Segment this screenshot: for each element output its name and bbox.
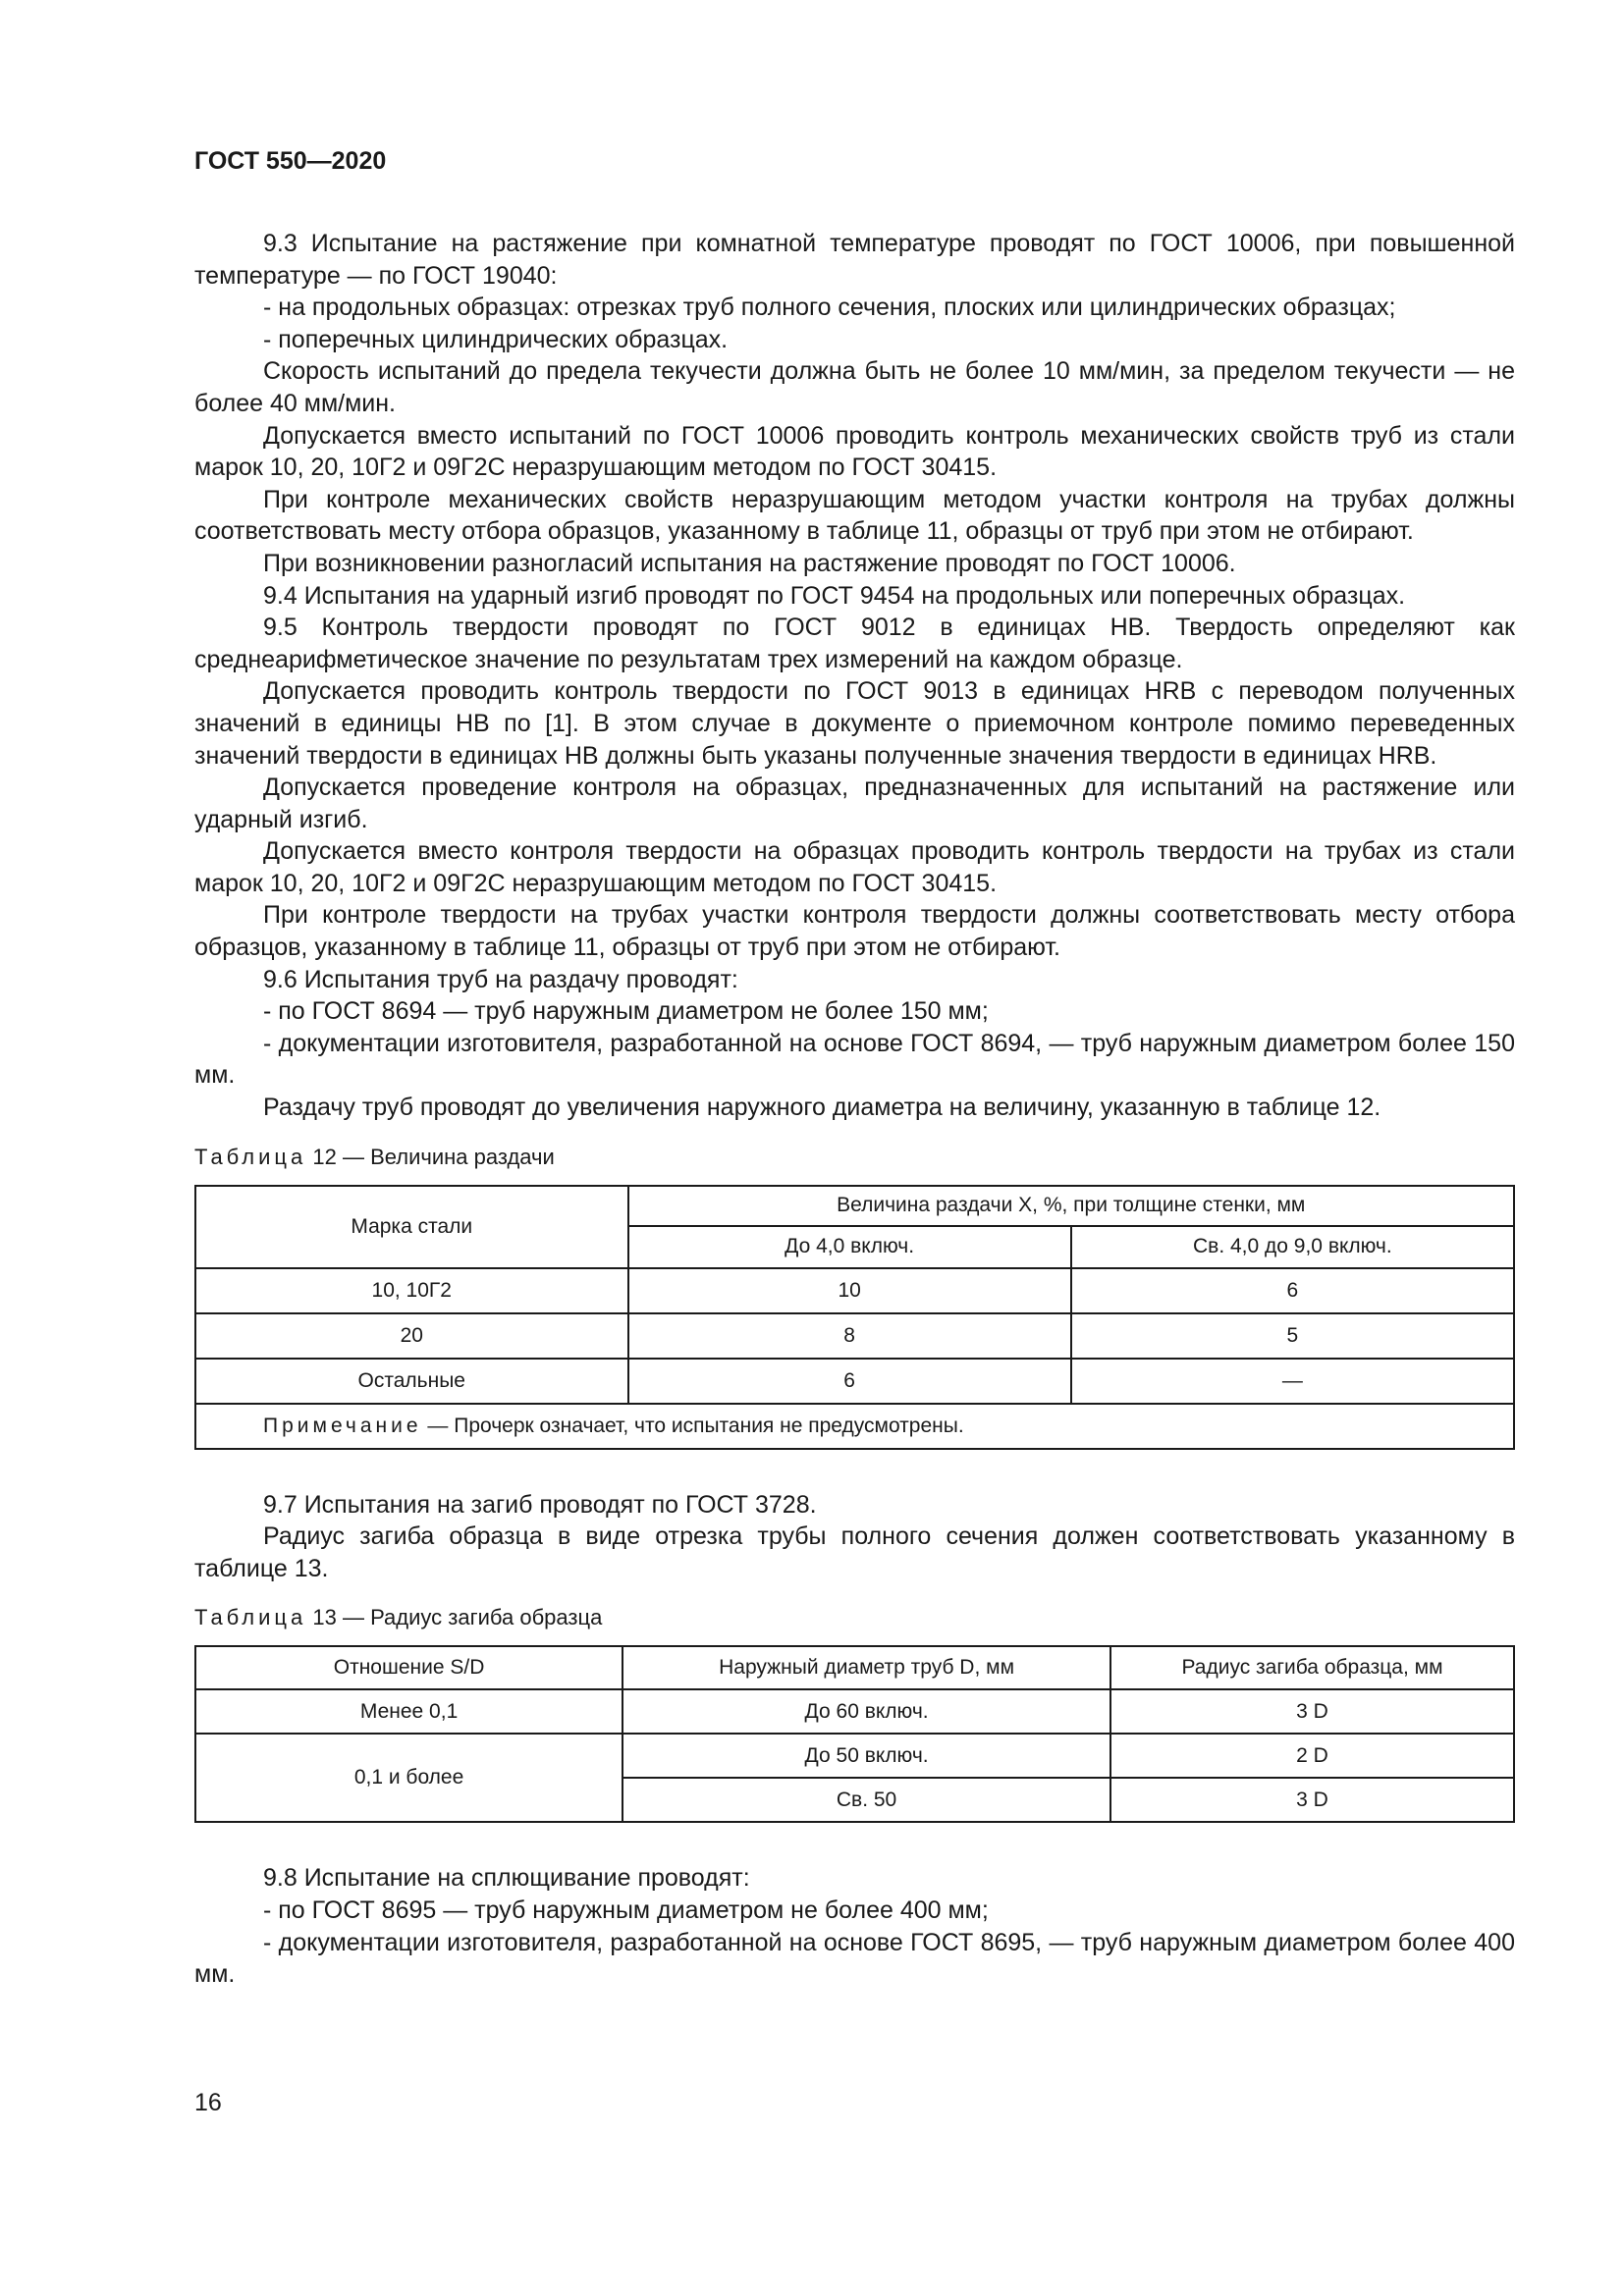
table12-cell: 20 bbox=[195, 1313, 628, 1359]
table13-cell: 3 D bbox=[1110, 1778, 1514, 1822]
table12-header-steel: Марка стали bbox=[195, 1186, 628, 1268]
paragraph: 9.4 Испытания на ударный изгиб проводят по ГОСТ 9454 на продольных или поперечных образцах. bbox=[263, 581, 1406, 610]
table12-caption-title: 12 — Величина раздачи bbox=[312, 1144, 555, 1169]
paragraph: Раздачу труб проводят до увеличения наружного диаметра на величину, указанную в таблице 12. bbox=[263, 1094, 1381, 1122]
table12-cell: 6 bbox=[1071, 1268, 1514, 1313]
table12-cell: 6 bbox=[628, 1359, 1071, 1404]
table-13 bbox=[194, 1645, 1515, 1823]
paragraph: Скорость испытаний до предела текучести должна быть не более 10 мм/мин, за пределом текучести — не более 40 мм/мин. bbox=[194, 357, 1515, 417]
paragraph: Радиус загиба образца в виде отрезка трубы полного сечения должен соответствовать указанному в таблице 13. bbox=[194, 1522, 1515, 1582]
table13-caption bbox=[194, 1604, 1515, 1631]
table12-cell: 5 bbox=[1071, 1313, 1514, 1359]
paragraph: - на продольных образцах: отрезках труб полного сечения, плоских или цилиндрических образцах; bbox=[263, 294, 1396, 322]
table13-caption-title: 13 — Радиус загиба образца bbox=[312, 1605, 603, 1630]
table12-note-text: — Прочерк означает, что испытания не предусмотрены. bbox=[427, 1414, 964, 1437]
table13-header-radius: Радиус загиба образца, мм bbox=[1110, 1646, 1514, 1689]
paragraph: При контроле механических свойств неразрушающим методом участки контроля на трубах должны соответствовать месту отбора образцов, указанному в таблице 11, образцы от труб при этом не отбирают. bbox=[194, 485, 1515, 546]
paragraph: 9.6 Испытания труб на раздачу проводят: bbox=[263, 965, 738, 993]
table13-cell: До 60 включ. bbox=[623, 1689, 1110, 1734]
table12-cell: 10, 10Г2 bbox=[195, 1268, 628, 1313]
table12-caption-word: Таблица bbox=[194, 1144, 307, 1169]
table13-header-ratio: Отношение S/D bbox=[195, 1646, 623, 1689]
table13-header-diameter: Наружный диаметр труб D, мм bbox=[623, 1646, 1110, 1689]
paragraph: 9.5 Контроль твердости проводят по ГОСТ 9012 в единицах НВ. Твердость определяют как среднеарифметическое значение по результатам трех измерений на каждом образце. bbox=[194, 614, 1515, 673]
paragraph: 9.7 Испытания на загиб проводят по ГОСТ 3728. bbox=[263, 1490, 817, 1519]
table12-note-word: Примечание bbox=[263, 1414, 422, 1437]
paragraph: При возникновении разногласий испытания на растяжение проводят по ГОСТ 10006. bbox=[263, 549, 1236, 577]
paragraph: При контроле твердости на трубах участки контроля твердости должны соответствовать месту отбора образцов, указанному в таблице 11, образцы от труб при этом не отбирают. bbox=[194, 901, 1515, 962]
table12-header-a: До 4,0 включ. bbox=[628, 1226, 1071, 1268]
table12-cell: 8 bbox=[628, 1313, 1071, 1359]
table12-cell: — bbox=[1071, 1359, 1514, 1404]
paragraph: - по ГОСТ 8695 — труб наружным диаметром не более 400 мм; bbox=[263, 1896, 989, 1924]
table12-caption bbox=[194, 1144, 1515, 1171]
paragraph: Допускается вместо контроля твердости на образцах проводить контроль твердости на трубах из стали марок 10, 20, 10Г2 и 09Г2С неразрушающим методом по ГОСТ 30415. bbox=[194, 837, 1515, 897]
table12-cell: 10 bbox=[628, 1268, 1071, 1313]
paragraph: Допускается проведение контроля на образцах, предназначенных для испытаний на растяжение или ударный изгиб. bbox=[194, 774, 1515, 833]
document-header: ГОСТ 550—2020 bbox=[194, 147, 387, 175]
table12-note bbox=[195, 1404, 1514, 1449]
table13-cell: Св. 50 bbox=[623, 1778, 1110, 1822]
paragraph-group-b bbox=[194, 1489, 1515, 1585]
table13-cell: Менее 0,1 bbox=[195, 1689, 623, 1734]
paragraph: - документации изготовителя, разработанной на основе ГОСТ 8695, — труб наружным диаметром более 400 мм. bbox=[194, 1928, 1515, 1989]
page-number: 16 bbox=[194, 2089, 222, 2116]
table13-cell: 2 D bbox=[1110, 1734, 1514, 1778]
paragraph: - по ГОСТ 8694 — труб наружным диаметром не более 150 мм; bbox=[263, 997, 989, 1026]
document-body bbox=[194, 228, 1515, 1991]
paragraph: 9.3 Испытание на растяжение при комнатной температуре проводят по ГОСТ 10006, при повышенной температуре — по ГОСТ 19040: bbox=[194, 230, 1515, 290]
table13-cell: 3 D bbox=[1110, 1689, 1514, 1734]
paragraph: Допускается проводить контроль твердости по ГОСТ 9013 в единицах HRB с переводом полученных значений в единицы НВ по [1]. В этом случае в документе о приемочном контроле помимо переведенных значений твердости в единицах НВ должны быть указаны полученные значения твердости в единицах HRB. bbox=[194, 677, 1515, 770]
table12-cell: Остальные bbox=[195, 1359, 628, 1404]
table13-caption-word: Таблица bbox=[194, 1605, 307, 1630]
paragraph: 9.8 Испытание на сплющивание проводят: bbox=[263, 1864, 750, 1893]
table12-header-group: Величина раздачи X, %, при толщине стенки, мм bbox=[628, 1186, 1515, 1226]
paragraph: - документации изготовителя, разработанной на основе ГОСТ 8694, — труб наружным диаметром более 150 мм. bbox=[194, 1029, 1515, 1090]
table-12 bbox=[194, 1185, 1515, 1450]
table13-cell: До 50 включ. bbox=[623, 1734, 1110, 1778]
paragraph-group-a bbox=[194, 228, 1515, 1124]
table13-group-label: 0,1 и более bbox=[195, 1734, 623, 1822]
paragraph: Допускается вместо испытаний по ГОСТ 10006 проводить контроль механических свойств труб из стали марок 10, 20, 10Г2 и 09Г2С неразрушающим методом по ГОСТ 30415. bbox=[194, 421, 1515, 482]
paragraph: - поперечных цилиндрических образцах. bbox=[263, 325, 729, 353]
table12-header-b: Св. 4,0 до 9,0 включ. bbox=[1071, 1226, 1514, 1268]
paragraph-group-c bbox=[194, 1862, 1515, 1990]
